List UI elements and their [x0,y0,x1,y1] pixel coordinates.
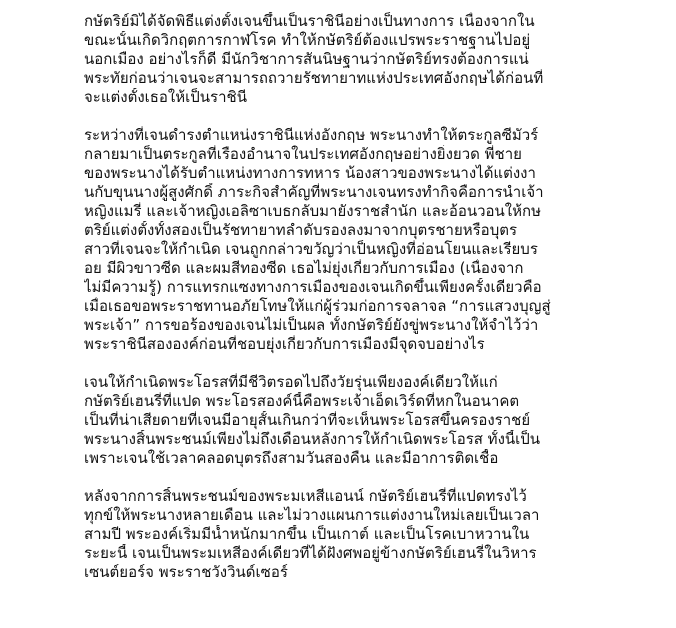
text-line: พระทัยก่อนว่าเจนจะสามารถถวายรัชทายาทแห่งประเทศอังกฤษได้ก่อนที่ [84,69,544,87]
text-line: ขณะนั้นเกิดวิกฤตการกาฬโรค ทำให้กษัตริย์ต้องแปรพระราชฐานไปอยู่ [84,31,531,49]
text-line: ระยะนี้ เจนเป็นพระมเหสีองค์เดียวที่ได้ฝังศพอยู่ข้างกษัตริย์เฮนรี่ในวิหาร [84,544,537,562]
text-line: ้อย มีผิวขาวซีด และผมสีทองซีด เธอไม่ยุ่งเกี่ยวกับการเมือง (เนื่องจาก [84,259,524,277]
paragraph-3 [84,373,604,468]
text-line: ไม่มีความรู้) การแทรกแซงทางการเมืองของเจนเกิดขึ้นเพียงครั้งเดียวคือ [84,278,542,296]
text-line: นอกเมือง อย่างไรก็ดี มีนักวิชาการสันนิษฐานว่ากษัตริย์ทรงต้องการแน่ [84,50,529,68]
text-line: เมื่อเธอขอพระราชทานอภัยโทษให้แก่ผู้ร่วมก่อการจลาจล “การแสวงบุญสู่ [84,297,551,315]
text-line: ทุกข์ให้พระนางหลายเดือน และไม่วางแผนการแต่งงานใหม่เลยเป็นเวลา [84,506,540,524]
text-line: นกับขุนนางผู้สูงศักดิ์ ภาระกิจสำคัญที่พระนางเจนทรงทำกิจคือการนำเจ้า [84,183,544,201]
text-line: พระนางสิ้นพระชนม์เพียงไม่ถึงเดือนหลังการให้กำเนิดพระโอรส ทั้งนี้เป็น [84,430,541,448]
text-line: เซนต์ยอร์จ พระราชวังวินด์เซอร์ [84,563,288,581]
text-line: หญิงแมรี่ และเจ้าหญิงเอลิซาเบธกลับมายังราชสำนัก และอ้อนวอนให้กษ [84,202,541,220]
text-line: เพราะเจนใช้เวลาคลอดบุตรถึงสามวันสองคืน และมีอาการติดเชื้อ [84,449,499,467]
document-body [84,12,604,601]
paragraph-1 [84,12,604,107]
text-line: พระราชินีสององค์ก่อนที่ชอบยุ่งเกี่ยวกับการเมืองมีจุดจบอย่างไร [84,335,485,353]
text-line: กษัตริย์มิได้จัดพิธีแต่งตั้งเจนขึ้นเป็นราชินีอย่างเป็นทางการ เนื่องจากใน [84,12,535,30]
paragraph-4 [84,487,604,582]
paragraph-2 [84,126,604,354]
text-line: ัตริย์แต่งตั้งทั้งสองเป็นรัชทายาทลำดับรองลงมาจากบุตรชายหรือบุตร [84,221,518,239]
text-line: พระเจ้า” การขอร้องของเจนไม่เป็นผล ทั้งกษัตริย์ยังขู่พระนางให้จำไว้ว่า [84,316,539,334]
text-line: เป็นที่น่าเสียดายที่เจนมีอายุสั้นเกินกว่าที่จะเห็นพระโอรสขึ้นครองราชย์ [84,411,531,429]
text-line: จะแต่งตั้งเธอให้เป็นราชินี [84,88,247,106]
text-line: หลังจากการสิ้นพระชนม์ของพระมเหสีแอนน์ กษัตริย์เฮนรี่ที่แปดทรงไว้ [84,487,527,505]
text-line: ของพระนางได้รับตำแหน่งทางการทหาร น้องสาวของพระนางได้แต่งงา [84,164,536,182]
text-line: สามปี พระองค์เริ่มมีน้ำหนักมากขึ้น เป็นเกาต์ และเป็นโรคเบาหวานใน [84,525,530,543]
text-line: เจนให้กำเนิดพระโอรสที่มีชีวิตรอดไปถึงวัยรุ่นเพียงองค์เดียวให้แก่ [84,373,498,391]
text-line: กลายมาเป็นตระกูลที่เรืองอำนาจในประเทศอังกฤษอย่างยิ่งยวด พี่ชาย [84,145,522,163]
text-line: สาวที่เจนจะให้กำเนิด เจนถูกกล่าวขวัญว่าเป็นหญิงที่อ่อนโยนและเรียบร [84,240,538,258]
text-line: กษัตริย์เฮนรี่ที่แปด พระโอรสองค์นี้คือพระเจ้าเอ็ดเวิร์ดที่หกในอนาคต [84,392,520,410]
text-line: ระหว่างที่เจนดำรงตำแหน่งราชินีแห่งอังกฤษ พระนางทำให้ตระกูลซีมัวร์ [84,126,539,144]
